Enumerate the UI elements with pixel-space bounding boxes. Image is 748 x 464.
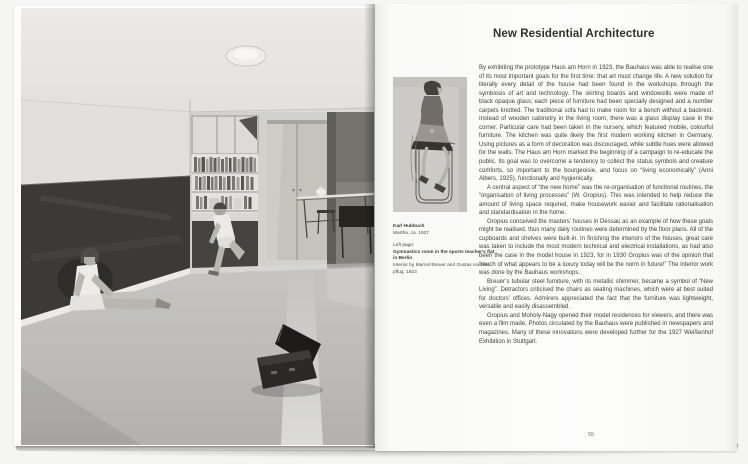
- caption-credit-line2: pflug, 1923: [393, 269, 417, 275]
- caption-photo-title-line2: in Berlin: [393, 256, 413, 262]
- gymnastics-room-photo-illustration: [21, 8, 374, 445]
- paragraph-3: Gropius conceived the masters’ houses in Dessau as an example of how these goals might be realised, thus many daily routines were determined by the floor plans. All of the cupboards and shelves were built-in. In finishing the interiors of the houses, great care was taken to include the most modern technical and electrical installations, as had also been the case in the model house in 1923, for in 1930 Gropius was of the opinion that “much of what appears to be a luxury today will be the norm in future!” The interior work was done by the Bauhaus workshops.: [479, 218, 713, 277]
- gymnastics-room-photo: [21, 8, 374, 445]
- paragraph-1: By exhibiting the prototype Haus am Horn in 1923, the Bauhaus was able to realise one of its most important goals for the first time: that art must change life. A new solution for literally every detail of the house had been found in the workshops through the symbiosis of art and technology. The skirting boards and windowsills were made of black opaque glass; each piece of furniture had been specially designed and a number carpets knotted. The traditional sofa had to make room for a bench without a backrest. Instead of wooden cabinetry in the living room, there was a glass display case in the corner. Particular care had been taken in the nursery, which featured mobile, colourful furniture. The kitchen was quite likely the first modern working kitchen in Germany. Using pictures as a form of decoration was discouraged, while subtle hues were allowed for the walls. The Haus am Horn marked the beginning of a campaign to re-educate the public. Its goal was to overcome a tendency to collect the status symbols and creature comforts, so important to the bourgeoisie, and focus on “living economically” (Anni Albers, 1925), functionally and hygienically.: [479, 65, 713, 183]
- martha-drawing: [393, 77, 467, 212]
- caption-left-page-label: Left page:: [393, 243, 415, 249]
- right-page: [375, 4, 737, 451]
- caption-photo-title-line1: Gymnastics room in the sports teacher's flat: [393, 249, 495, 255]
- left-page: [14, 6, 374, 446]
- book-shadow: [20, 450, 734, 458]
- paragraph-4: Breuer’s tubular steel furniture, with its metallic shimmer, became a symbol of “New Living”. Detractors criticised the chairs as seating machines, which were at best suited for doctors’ offices. Admirers appreciated the fact that the furniture was lightweight, versatile and easily disassembled.: [479, 278, 713, 311]
- martha-drawing-sketch: [393, 77, 467, 212]
- page-deckle-edge: [737, 6, 742, 449]
- body-text-column: [479, 64, 713, 346]
- caption-credit-line1: Interior by Marcel Breuer and Gustav Hassen-: [393, 262, 491, 268]
- paragraph-2: A central aspect of “the new home” was the re-organisation of functional routines, the “organisation of living processes” (W. Gropius). This was intended to help reduce the amount of living space required, make housework easier and facilitate rationalisation and standardisation in the home.: [479, 184, 713, 217]
- caption-work: Martha, ca. 1927: [393, 230, 429, 236]
- paragraph-5: Gropius and Moholy-Nagy opened their model residences for viewers, and there was even a film made. Photos circulated by the Bauhaus were published in newspapers and magazines. Many of these innovations were developed further for the 1927 Weißenhof Exhibition in Stuttgart.: [479, 312, 713, 345]
- page-title: New Residential Architecture: [493, 28, 655, 40]
- figure-caption: [393, 224, 495, 276]
- page-number: 55: [587, 432, 595, 438]
- caption-artist: Karl Hubbuch: [393, 224, 425, 229]
